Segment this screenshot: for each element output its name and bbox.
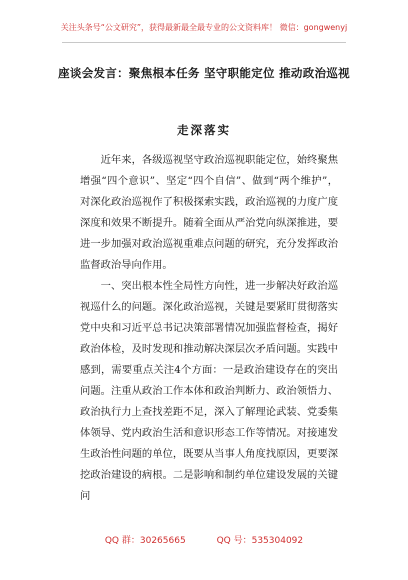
paragraph-intro: 近年来，各级巡视坚守政治巡视职能定位，始终聚焦增强“四个意识”、坚定“四个自信”、做到“两个维护”，对深化政治巡视作了积极探索实践，政治巡视的力度广度深度和效果不断提升。随着全面从严治党向纵深推进，要进一步加强对政治巡视重难点问题的研究，充分发挥政治监督政治导向作用。 xyxy=(80,154,338,271)
footer-contact xyxy=(0,533,408,546)
footer-qq-number: QQ 号：535304092 xyxy=(216,536,304,546)
paragraph-section-one: 一、突出根本性全局性方向性，进一步解决好政治巡视巡什么的问题。深化政治巡视，关键是要紧盯贯彻落实党中央和习近平总书记决策部署情况加强监督检查，揭好政治体检，及时发现和推动解决深层次矛盾问题。实践中感到，需要重点关注4个方面：一是政治建设存在的突出问题。注重从政治工作本体和政治判断力、政治领悟力、政治执行力上查找差距不足，深入了解理论武装、党委集体领导、党内政治生活和意识形态工作等情况。对接連发生政治性问题的单位，既要从当事人角度找原因，更要深挖政治建设的病根。二是影响和制约单位建设发展的关键问 xyxy=(80,280,338,502)
document-title: 座谈会发言：聚焦根本任务 坚守职能定位 推动政治巡视 xyxy=(58,66,350,80)
header-note: 关注头条号“公文研究”，获得最新最全最专业的公文资料库！ 微信：gongwenyj xyxy=(60,23,348,32)
footer-qq-group: QQ 群：30265665 xyxy=(104,536,186,546)
document-title-continued: 走深落实 xyxy=(177,123,231,137)
document-body xyxy=(80,150,338,507)
header-divider xyxy=(62,42,346,43)
